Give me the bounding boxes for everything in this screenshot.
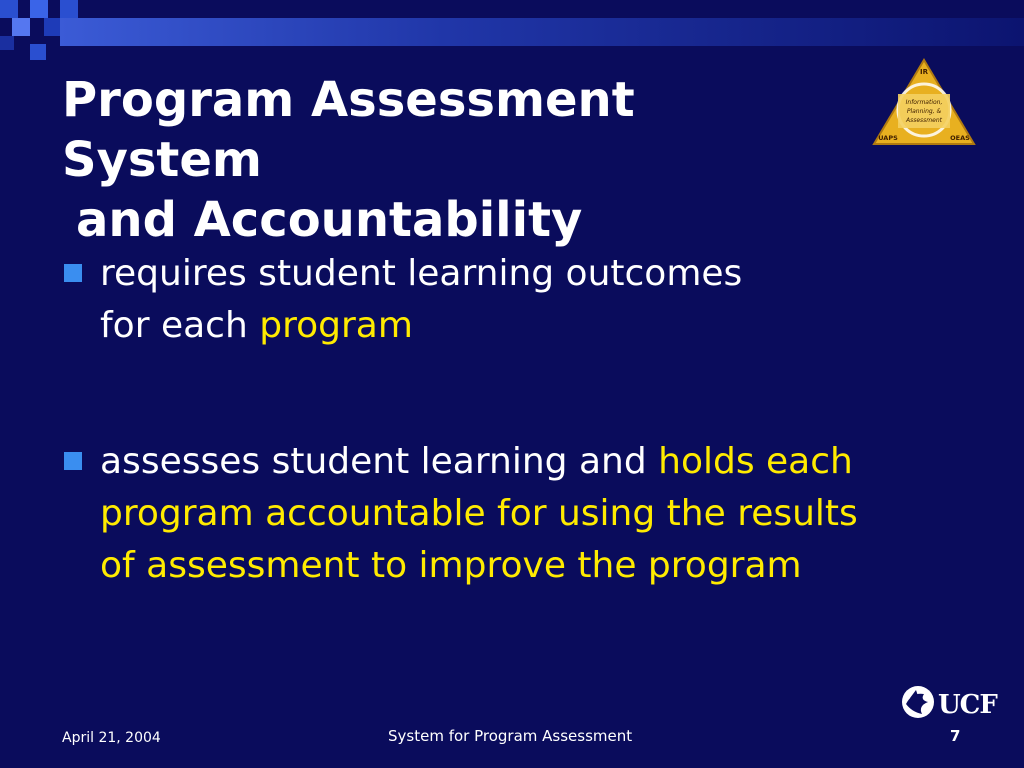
logo-line-2: Planning, &	[906, 108, 942, 115]
bullet-square-icon	[64, 452, 82, 470]
footer-title: System for Program Assessment	[388, 727, 633, 745]
ucf-logo-text: UCF	[938, 690, 997, 720]
logo-uaps-text: UAPS	[878, 134, 898, 142]
top-banner-bar	[60, 18, 1024, 46]
slide-title	[62, 70, 842, 250]
bullet-1-line-2	[100, 300, 982, 352]
ipa-logo	[870, 58, 978, 148]
bullet-1-line-1: requires student learning outcomes	[100, 253, 743, 294]
bullet-item-2	[62, 436, 982, 592]
footer-date: April 21, 2004	[62, 730, 161, 746]
slide-number: 7	[950, 727, 961, 745]
bullet-square-icon	[64, 264, 82, 282]
logo-line-1: Information,	[905, 99, 943, 106]
bullet-1-highlight: program	[259, 305, 413, 346]
bullet-2-line-1	[100, 436, 982, 488]
bullet-2-highlight-1: holds each	[658, 441, 853, 482]
logo-oeas-text: OEAS	[950, 134, 970, 142]
bullet-list	[62, 248, 982, 592]
bullet-2-line-2: program accountable for using the results	[100, 493, 858, 534]
title-line-2: and Accountability	[76, 192, 583, 248]
bullet-item-1	[62, 248, 982, 352]
logo-ir-text: IR	[920, 68, 928, 76]
bullet-2-plain-text: assesses student learning and	[100, 441, 659, 482]
bullet-1-plain-text: for each	[100, 305, 260, 346]
title-line-1: Program Assessment System	[62, 72, 635, 188]
logo-line-3: Assessment	[906, 117, 942, 124]
bullet-2-line-3: of assessment to improve the program	[100, 545, 802, 586]
